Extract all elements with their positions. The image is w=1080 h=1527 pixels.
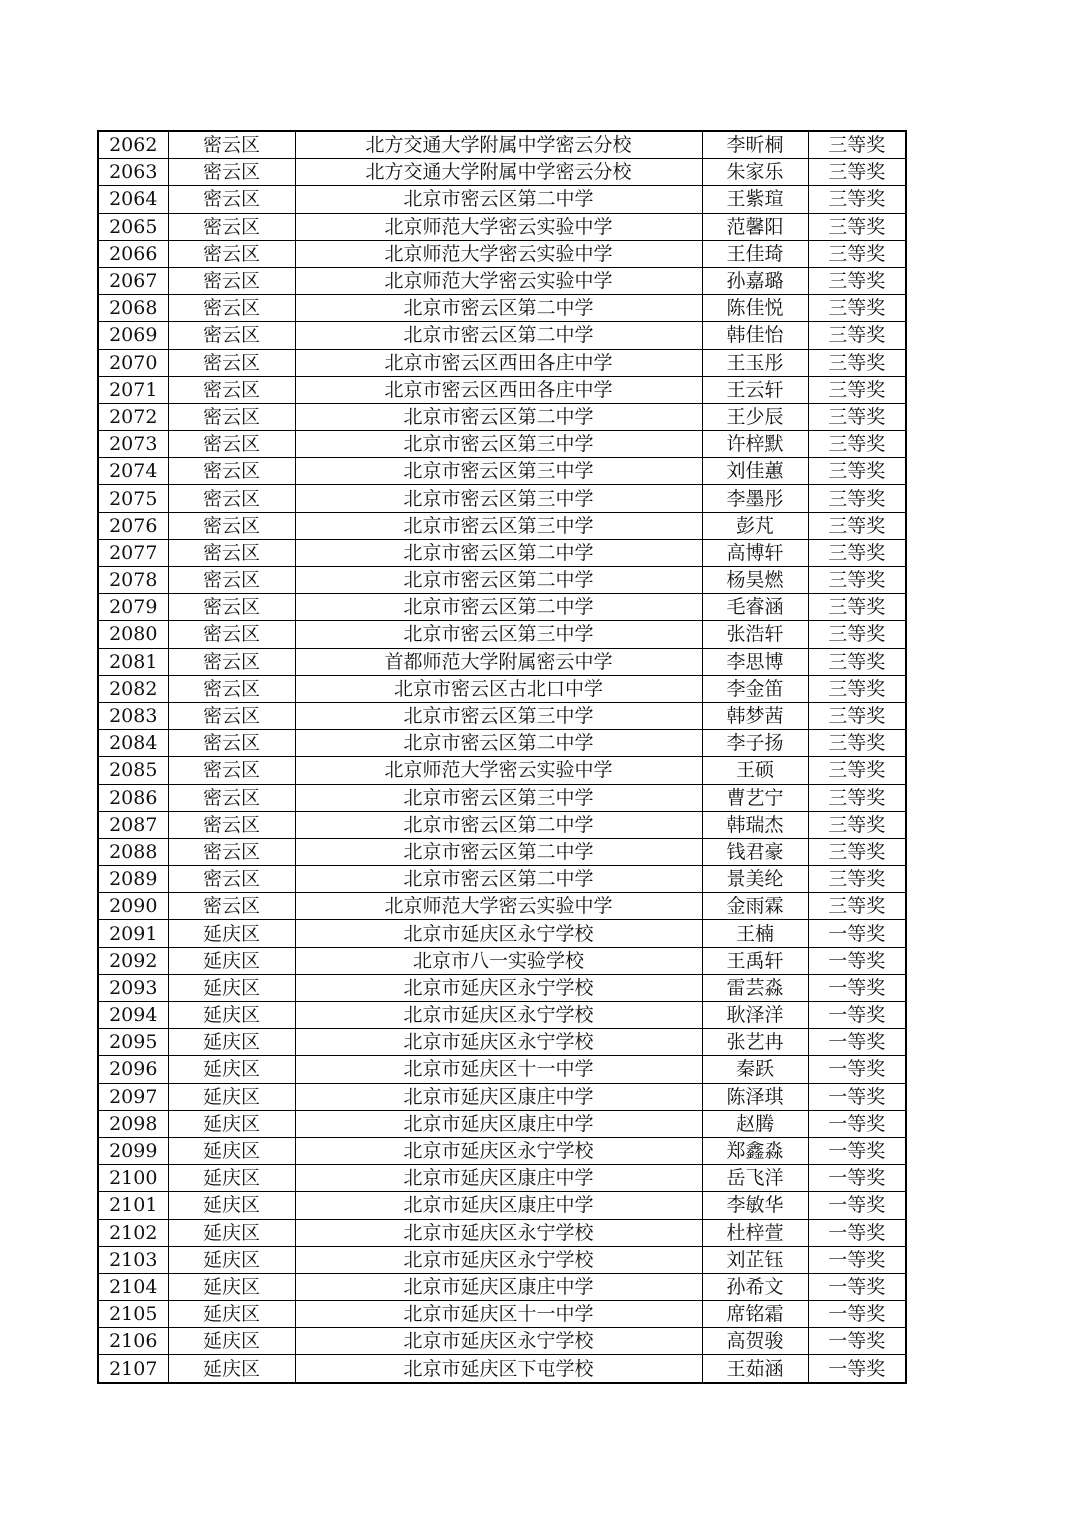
row-number-cell: 2092 <box>98 947 168 974</box>
award-cell: 三等奖 <box>808 838 906 865</box>
award-cell: 三等奖 <box>808 594 906 621</box>
student-name-cell: 赵腾 <box>702 1110 808 1137</box>
table-row <box>98 1056 906 1083</box>
school-cell: 北京市八一实验学校 <box>295 947 702 974</box>
award-cell: 三等奖 <box>808 811 906 838</box>
school-cell: 北京市密云区第二中学 <box>295 866 702 893</box>
student-name-cell: 高博轩 <box>702 539 808 566</box>
table-row <box>98 403 906 430</box>
district-cell: 延庆区 <box>168 1246 295 1273</box>
table-row <box>98 458 906 485</box>
row-number-cell: 2096 <box>98 1056 168 1083</box>
school-cell: 北京师范大学密云实验中学 <box>295 240 702 267</box>
table-row <box>98 1192 906 1219</box>
student-name-cell: 秦跃 <box>702 1056 808 1083</box>
table-row <box>98 702 906 729</box>
award-cell: 三等奖 <box>808 431 906 458</box>
row-number-cell: 2087 <box>98 811 168 838</box>
district-cell: 延庆区 <box>168 1165 295 1192</box>
award-cell: 三等奖 <box>808 702 906 729</box>
student-name-cell: 刘芷钰 <box>702 1246 808 1273</box>
school-cell: 北京市密云区第三中学 <box>295 702 702 729</box>
student-name-cell: 王紫瑄 <box>702 186 808 213</box>
district-cell: 密云区 <box>168 431 295 458</box>
student-name-cell: 杨昊燃 <box>702 567 808 594</box>
district-cell: 密云区 <box>168 186 295 213</box>
row-number-cell: 2068 <box>98 295 168 322</box>
table-row <box>98 186 906 213</box>
school-cell: 北京市密云区古北口中学 <box>295 675 702 702</box>
row-number-cell: 2084 <box>98 730 168 757</box>
school-cell: 北京市延庆区永宁学校 <box>295 1246 702 1273</box>
student-name-cell: 耿泽洋 <box>702 1002 808 1029</box>
school-cell: 北京市密云区第二中学 <box>295 730 702 757</box>
row-number-cell: 2102 <box>98 1219 168 1246</box>
award-cell: 一等奖 <box>808 1328 906 1355</box>
student-name-cell: 曹艺宁 <box>702 784 808 811</box>
district-cell: 延庆区 <box>168 1273 295 1300</box>
student-name-cell: 韩瑞杰 <box>702 811 808 838</box>
table-row <box>98 240 906 267</box>
student-name-cell: 景美纶 <box>702 866 808 893</box>
row-number-cell: 2083 <box>98 702 168 729</box>
row-number-cell: 2066 <box>98 240 168 267</box>
award-cell: 三等奖 <box>808 131 906 159</box>
district-cell: 密云区 <box>168 485 295 512</box>
school-cell: 北京市延庆区康庄中学 <box>295 1192 702 1219</box>
school-cell: 北京市延庆区下屯学校 <box>295 1355 702 1383</box>
district-cell: 密云区 <box>168 458 295 485</box>
district-cell: 延庆区 <box>168 1110 295 1137</box>
award-cell: 一等奖 <box>808 947 906 974</box>
award-cell: 三等奖 <box>808 403 906 430</box>
student-name-cell: 范馨阳 <box>702 213 808 240</box>
table-row <box>98 1273 906 1300</box>
row-number-cell: 2106 <box>98 1328 168 1355</box>
school-cell: 北京市延庆区十一中学 <box>295 1301 702 1328</box>
student-name-cell: 钱君豪 <box>702 838 808 865</box>
row-number-cell: 2099 <box>98 1137 168 1164</box>
district-cell: 延庆区 <box>168 1029 295 1056</box>
district-cell: 密云区 <box>168 159 295 186</box>
table-row <box>98 431 906 458</box>
award-cell: 三等奖 <box>808 567 906 594</box>
table-row <box>98 349 906 376</box>
row-number-cell: 2085 <box>98 757 168 784</box>
table-row <box>98 594 906 621</box>
student-name-cell: 孙希文 <box>702 1273 808 1300</box>
table-row <box>98 784 906 811</box>
award-list-body <box>98 131 906 1383</box>
row-number-cell: 2094 <box>98 1002 168 1029</box>
school-cell: 北方交通大学附属中学密云分校 <box>295 131 702 159</box>
student-name-cell: 王佳琦 <box>702 240 808 267</box>
student-name-cell: 王硕 <box>702 757 808 784</box>
row-number-cell: 2086 <box>98 784 168 811</box>
table-row <box>98 648 906 675</box>
student-name-cell: 李昕桐 <box>702 131 808 159</box>
award-cell: 三等奖 <box>808 893 906 920</box>
district-cell: 密云区 <box>168 376 295 403</box>
district-cell: 延庆区 <box>168 1002 295 1029</box>
student-name-cell: 雷芸淼 <box>702 974 808 1001</box>
student-name-cell: 王禹轩 <box>702 947 808 974</box>
school-cell: 北京市延庆区康庄中学 <box>295 1083 702 1110</box>
district-cell: 密云区 <box>168 403 295 430</box>
school-cell: 北京市密云区第二中学 <box>295 186 702 213</box>
table-row <box>98 485 906 512</box>
award-cell: 一等奖 <box>808 1083 906 1110</box>
row-number-cell: 2075 <box>98 485 168 512</box>
award-cell: 三等奖 <box>808 485 906 512</box>
table-row <box>98 1328 906 1355</box>
district-cell: 密云区 <box>168 267 295 294</box>
district-cell: 密云区 <box>168 811 295 838</box>
award-cell: 三等奖 <box>808 322 906 349</box>
table-row <box>98 131 906 159</box>
award-cell: 一等奖 <box>808 1165 906 1192</box>
table-row <box>98 1301 906 1328</box>
student-name-cell: 韩佳怡 <box>702 322 808 349</box>
district-cell: 密云区 <box>168 757 295 784</box>
award-cell: 三等奖 <box>808 349 906 376</box>
school-cell: 北京市延庆区永宁学校 <box>295 920 702 947</box>
table-row <box>98 866 906 893</box>
table-row <box>98 621 906 648</box>
school-cell: 北京师范大学密云实验中学 <box>295 757 702 784</box>
student-name-cell: 许梓默 <box>702 431 808 458</box>
row-number-cell: 2098 <box>98 1110 168 1137</box>
row-number-cell: 2076 <box>98 512 168 539</box>
school-cell: 北京师范大学密云实验中学 <box>295 893 702 920</box>
award-cell: 三等奖 <box>808 621 906 648</box>
school-cell: 北京市密云区第三中学 <box>295 512 702 539</box>
student-name-cell: 孙嘉璐 <box>702 267 808 294</box>
school-cell: 北京市密云区第三中学 <box>295 485 702 512</box>
table-row <box>98 811 906 838</box>
award-cell: 一等奖 <box>808 1137 906 1164</box>
student-name-cell: 刘佳蕙 <box>702 458 808 485</box>
school-cell: 北京师范大学密云实验中学 <box>295 213 702 240</box>
student-name-cell: 高贺骏 <box>702 1328 808 1355</box>
award-cell: 三等奖 <box>808 512 906 539</box>
row-number-cell: 2107 <box>98 1355 168 1383</box>
row-number-cell: 2100 <box>98 1165 168 1192</box>
row-number-cell: 2101 <box>98 1192 168 1219</box>
award-cell: 三等奖 <box>808 539 906 566</box>
award-cell: 三等奖 <box>808 159 906 186</box>
district-cell: 延庆区 <box>168 1301 295 1328</box>
row-number-cell: 2079 <box>98 594 168 621</box>
row-number-cell: 2065 <box>98 213 168 240</box>
student-name-cell: 郑鑫淼 <box>702 1137 808 1164</box>
row-number-cell: 2072 <box>98 403 168 430</box>
district-cell: 密云区 <box>168 594 295 621</box>
award-cell: 三等奖 <box>808 376 906 403</box>
table-row <box>98 567 906 594</box>
row-number-cell: 2063 <box>98 159 168 186</box>
student-name-cell: 张浩轩 <box>702 621 808 648</box>
table-row <box>98 1219 906 1246</box>
award-cell: 一等奖 <box>808 1056 906 1083</box>
school-cell: 北京市密云区西田各庄中学 <box>295 349 702 376</box>
row-number-cell: 2073 <box>98 431 168 458</box>
award-cell: 三等奖 <box>808 675 906 702</box>
row-number-cell: 2071 <box>98 376 168 403</box>
district-cell: 密云区 <box>168 893 295 920</box>
student-name-cell: 朱家乐 <box>702 159 808 186</box>
table-row <box>98 893 906 920</box>
district-cell: 密云区 <box>168 131 295 159</box>
table-row <box>98 295 906 322</box>
district-cell: 密云区 <box>168 240 295 267</box>
table-row <box>98 675 906 702</box>
table-row <box>98 1137 906 1164</box>
award-list-table <box>97 130 907 1384</box>
student-name-cell: 李思博 <box>702 648 808 675</box>
table-row <box>98 974 906 1001</box>
district-cell: 密云区 <box>168 702 295 729</box>
student-name-cell: 李子扬 <box>702 730 808 757</box>
award-cell: 一等奖 <box>808 1192 906 1219</box>
row-number-cell: 2095 <box>98 1029 168 1056</box>
school-cell: 北京市密云区第二中学 <box>295 322 702 349</box>
district-cell: 延庆区 <box>168 947 295 974</box>
table-row <box>98 512 906 539</box>
student-name-cell: 岳飞洋 <box>702 1165 808 1192</box>
row-number-cell: 2091 <box>98 920 168 947</box>
table-row <box>98 1246 906 1273</box>
row-number-cell: 2067 <box>98 267 168 294</box>
district-cell: 延庆区 <box>168 1137 295 1164</box>
district-cell: 密云区 <box>168 295 295 322</box>
row-number-cell: 2069 <box>98 322 168 349</box>
row-number-cell: 2082 <box>98 675 168 702</box>
student-name-cell: 毛睿涵 <box>702 594 808 621</box>
award-cell: 三等奖 <box>808 295 906 322</box>
student-name-cell: 杜梓萱 <box>702 1219 808 1246</box>
award-cell: 三等奖 <box>808 186 906 213</box>
district-cell: 延庆区 <box>168 920 295 947</box>
row-number-cell: 2089 <box>98 866 168 893</box>
award-cell: 一等奖 <box>808 1110 906 1137</box>
district-cell: 密云区 <box>168 621 295 648</box>
row-number-cell: 2097 <box>98 1083 168 1110</box>
award-cell: 三等奖 <box>808 730 906 757</box>
table-row <box>98 539 906 566</box>
table-row <box>98 267 906 294</box>
district-cell: 密云区 <box>168 539 295 566</box>
row-number-cell: 2062 <box>98 131 168 159</box>
award-cell: 三等奖 <box>808 458 906 485</box>
award-cell: 三等奖 <box>808 240 906 267</box>
school-cell: 北京市密云区第二中学 <box>295 811 702 838</box>
row-number-cell: 2088 <box>98 838 168 865</box>
award-cell: 一等奖 <box>808 1002 906 1029</box>
award-cell: 一等奖 <box>808 920 906 947</box>
award-cell: 一等奖 <box>808 1301 906 1328</box>
district-cell: 密云区 <box>168 512 295 539</box>
district-cell: 延庆区 <box>168 1355 295 1383</box>
school-cell: 北京市延庆区永宁学校 <box>295 1002 702 1029</box>
student-name-cell: 陈佳悦 <box>702 295 808 322</box>
award-cell: 三等奖 <box>808 213 906 240</box>
row-number-cell: 2080 <box>98 621 168 648</box>
award-cell: 三等奖 <box>808 267 906 294</box>
table-row <box>98 1165 906 1192</box>
award-cell: 一等奖 <box>808 1355 906 1383</box>
student-name-cell: 王云轩 <box>702 376 808 403</box>
table-row <box>98 1110 906 1137</box>
award-cell: 一等奖 <box>808 1246 906 1273</box>
table-row <box>98 376 906 403</box>
row-number-cell: 2093 <box>98 974 168 1001</box>
student-name-cell: 韩梦茜 <box>702 702 808 729</box>
student-name-cell: 李金笛 <box>702 675 808 702</box>
student-name-cell: 王少辰 <box>702 403 808 430</box>
student-name-cell: 李墨彤 <box>702 485 808 512</box>
school-cell: 北京市密云区第三中学 <box>295 431 702 458</box>
table-row <box>98 947 906 974</box>
district-cell: 延庆区 <box>168 1192 295 1219</box>
row-number-cell: 2074 <box>98 458 168 485</box>
award-cell: 三等奖 <box>808 648 906 675</box>
row-number-cell: 2081 <box>98 648 168 675</box>
school-cell: 北京市延庆区康庄中学 <box>295 1273 702 1300</box>
school-cell: 北京市延庆区十一中学 <box>295 1056 702 1083</box>
school-cell: 北京市延庆区康庄中学 <box>295 1165 702 1192</box>
table-row <box>98 1355 906 1383</box>
school-cell: 北京市密云区西田各庄中学 <box>295 376 702 403</box>
student-name-cell: 金雨霖 <box>702 893 808 920</box>
school-cell: 北京市密云区第二中学 <box>295 594 702 621</box>
table-row <box>98 757 906 784</box>
award-cell: 一等奖 <box>808 1219 906 1246</box>
school-cell: 北京市延庆区永宁学校 <box>295 1219 702 1246</box>
table-row <box>98 213 906 240</box>
school-cell: 北京市延庆区永宁学校 <box>295 1137 702 1164</box>
district-cell: 延庆区 <box>168 1083 295 1110</box>
award-cell: 三等奖 <box>808 757 906 784</box>
district-cell: 密云区 <box>168 838 295 865</box>
school-cell: 北京市密云区第二中学 <box>295 295 702 322</box>
award-cell: 三等奖 <box>808 784 906 811</box>
table-row <box>98 730 906 757</box>
student-name-cell: 王玉彤 <box>702 349 808 376</box>
student-name-cell: 张艺冉 <box>702 1029 808 1056</box>
school-cell: 北京市密云区第二中学 <box>295 403 702 430</box>
student-name-cell: 陈泽琪 <box>702 1083 808 1110</box>
student-name-cell: 彭芃 <box>702 512 808 539</box>
table-row <box>98 1083 906 1110</box>
table-row <box>98 322 906 349</box>
table-row <box>98 1002 906 1029</box>
table-row <box>98 838 906 865</box>
district-cell: 密云区 <box>168 322 295 349</box>
school-cell: 北京市延庆区永宁学校 <box>295 974 702 1001</box>
row-number-cell: 2090 <box>98 893 168 920</box>
row-number-cell: 2104 <box>98 1273 168 1300</box>
row-number-cell: 2077 <box>98 539 168 566</box>
student-name-cell: 李敏华 <box>702 1192 808 1219</box>
table-row <box>98 159 906 186</box>
school-cell: 北京市密云区第二中学 <box>295 838 702 865</box>
district-cell: 延庆区 <box>168 1328 295 1355</box>
award-cell: 一等奖 <box>808 1273 906 1300</box>
row-number-cell: 2078 <box>98 567 168 594</box>
district-cell: 延庆区 <box>168 1056 295 1083</box>
district-cell: 密云区 <box>168 866 295 893</box>
row-number-cell: 2070 <box>98 349 168 376</box>
school-cell: 首都师范大学附属密云中学 <box>295 648 702 675</box>
award-cell: 三等奖 <box>808 866 906 893</box>
school-cell: 北京市密云区第三中学 <box>295 621 702 648</box>
district-cell: 密云区 <box>168 213 295 240</box>
student-name-cell: 王楠 <box>702 920 808 947</box>
row-number-cell: 2103 <box>98 1246 168 1273</box>
district-cell: 密云区 <box>168 567 295 594</box>
district-cell: 密云区 <box>168 648 295 675</box>
school-cell: 北京市延庆区永宁学校 <box>295 1029 702 1056</box>
award-cell: 一等奖 <box>808 974 906 1001</box>
school-cell: 北京市密云区第二中学 <box>295 539 702 566</box>
school-cell: 北京市延庆区康庄中学 <box>295 1110 702 1137</box>
row-number-cell: 2105 <box>98 1301 168 1328</box>
district-cell: 密云区 <box>168 349 295 376</box>
row-number-cell: 2064 <box>98 186 168 213</box>
district-cell: 密云区 <box>168 675 295 702</box>
district-cell: 延庆区 <box>168 974 295 1001</box>
school-cell: 北京市密云区第二中学 <box>295 567 702 594</box>
district-cell: 延庆区 <box>168 1219 295 1246</box>
award-cell: 一等奖 <box>808 1029 906 1056</box>
school-cell: 北京市密云区第三中学 <box>295 784 702 811</box>
table-row <box>98 920 906 947</box>
school-cell: 北京市延庆区永宁学校 <box>295 1328 702 1355</box>
table-row <box>98 1029 906 1056</box>
student-name-cell: 席铭霜 <box>702 1301 808 1328</box>
school-cell: 北方交通大学附属中学密云分校 <box>295 159 702 186</box>
district-cell: 密云区 <box>168 784 295 811</box>
district-cell: 密云区 <box>168 730 295 757</box>
student-name-cell: 王茹涵 <box>702 1355 808 1383</box>
school-cell: 北京师范大学密云实验中学 <box>295 267 702 294</box>
school-cell: 北京市密云区第三中学 <box>295 458 702 485</box>
